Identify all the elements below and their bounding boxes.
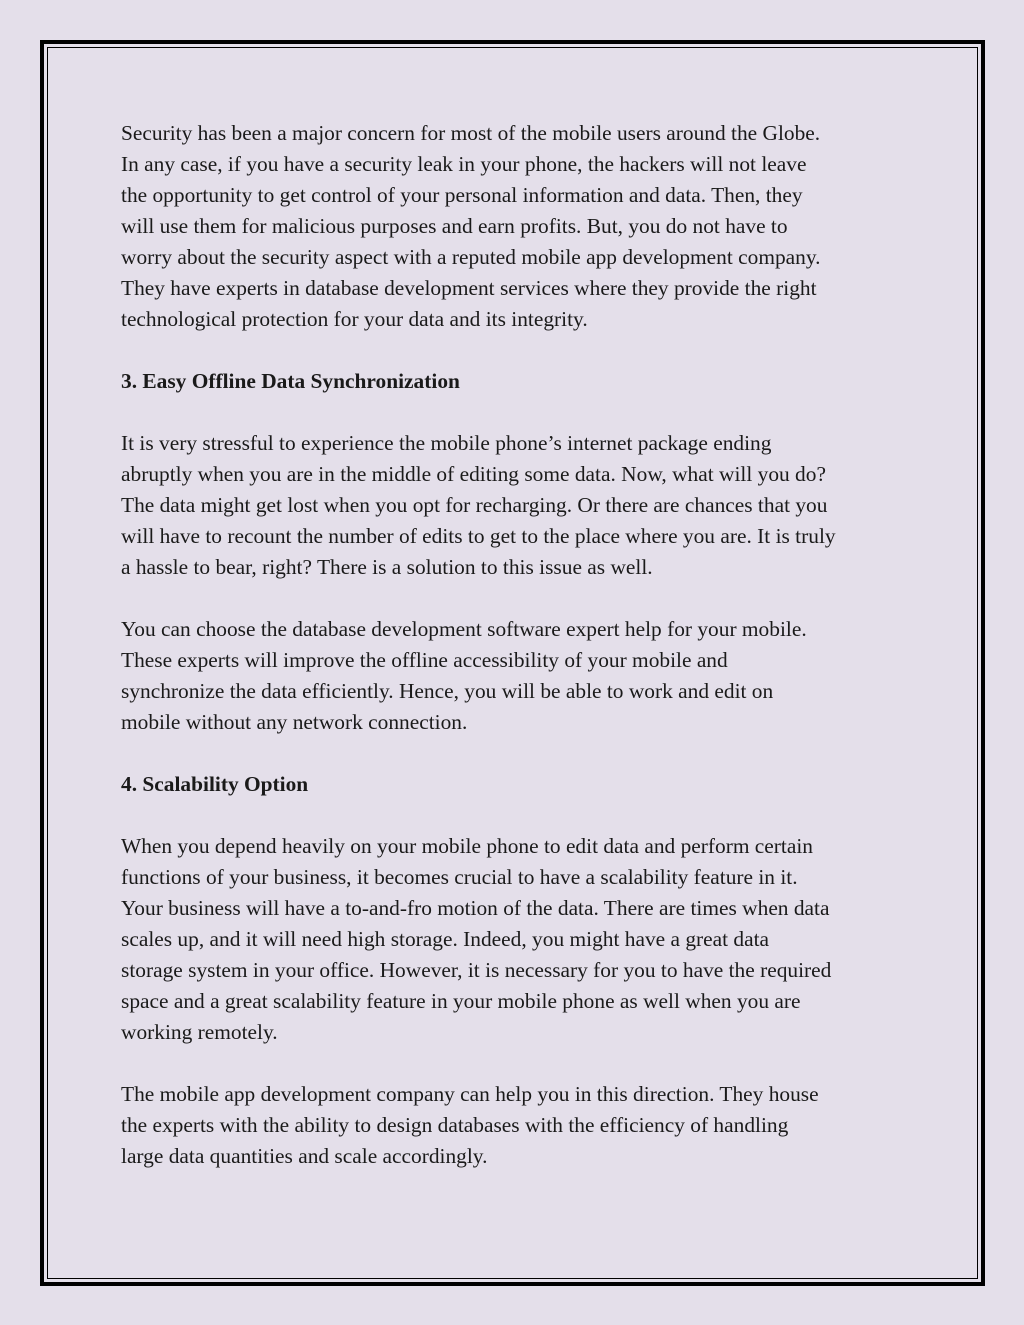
section-heading-offline-sync: 3. Easy Offline Data Synchronization [121, 369, 460, 393]
document-body [121, 118, 921, 1172]
paragraph-scalability-need: When you depend heavily on your mobile phone to edit data and perform certain functions of your business, it becomes crucial to have a scalability feature in it. Your business will have a to-and-fro motion of the data. There are times when data scales up, and it will need high storage. Indeed, you might have a great data storage system in your office. However, it is necessary for you to have the required space and a great scalability feature in your mobile phone as well when you are working remotely. [121, 834, 832, 1044]
paragraph-scalability-help: The mobile app development company can help you in this direction. They house the experts with the ability to design databases with the efficiency of handling large data quantities and scale accordingly. [121, 1082, 819, 1168]
paragraph-offline-stress: It is very stressful to experience the mobile phone’s internet package ending abruptly when you are in the middle of editing some data. Now, what will you do? The data might get lost when you opt for recharging. Or there are chances that you will have to recount the number of edits to get to the place where you are. It is truly a hassle to bear, right? There is a solution to this issue as well. [121, 431, 836, 579]
paragraph-security: Security has been a major concern for most of the mobile users around the Globe. In any case, if you have a security leak in your phone, the hackers will not leave the opportunity to get control of your personal information and data. Then, they will use them for malicious purposes and earn profits. But, you do not have to worry about the security aspect with a reputed mobile app development company. They have experts in database development services where they provide the right technological protection for your data and its integrity. [121, 121, 821, 331]
paragraph-offline-experts: You can choose the database development software expert help for your mobile. These experts will improve the offline accessibility of your mobile and synchronize the data efficiently. Hence, you will be able to work and edit on mobile without any network connection. [121, 617, 807, 734]
section-heading-scalability: 4. Scalability Option [121, 772, 309, 796]
